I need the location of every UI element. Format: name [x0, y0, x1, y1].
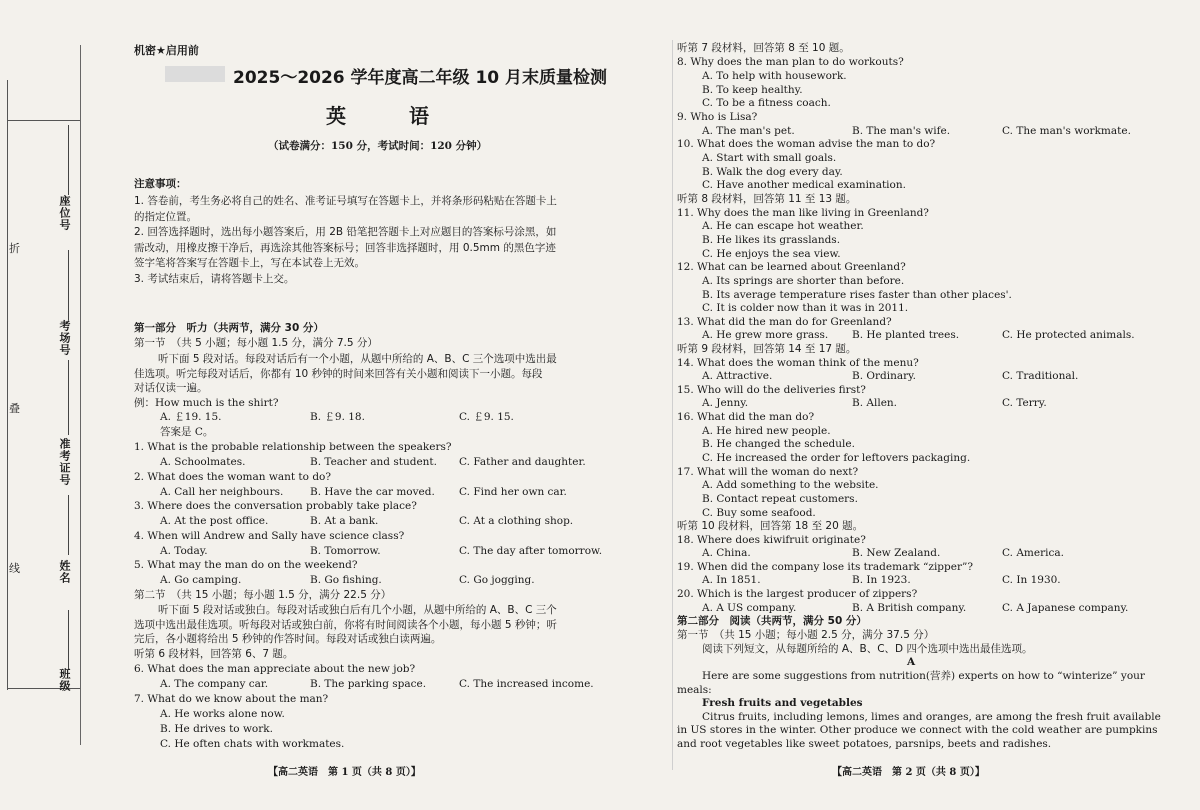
question-11: 11. Why does the man like living in Greenland? — [677, 207, 929, 219]
passage-label: A — [907, 656, 916, 668]
option: C. At a clothing shop. — [459, 515, 574, 527]
material-8: 听第 8 段材料，回答第 11 至 13 题。 — [677, 193, 857, 205]
option: C. Buy some seafood. — [702, 507, 816, 519]
exam-room-line — [68, 250, 69, 320]
question-18: 18. Where does kiwifruit originate? — [677, 534, 866, 546]
question-16: 16. What did the man do? — [677, 411, 815, 423]
option: B. To keep healthy. — [702, 84, 803, 96]
page-footer-1: 【高二英语 第 1 页（共 8 页）】 — [268, 767, 421, 778]
option: A. Go camping. — [160, 574, 242, 586]
page-divider — [672, 40, 673, 770]
question-17: 17. What will the woman do next? — [677, 466, 859, 478]
option: B. In 1923. — [852, 574, 911, 586]
option: B. He changed the schedule. — [702, 438, 855, 450]
notice-line: 签字笔将答案写在答题卡上，写在本试卷上无效。 — [134, 257, 365, 269]
option: C. He enjoys the sea view. — [702, 248, 841, 260]
material-6: 听第 6 段材料，回答第 6、7 题。 — [134, 648, 294, 660]
option: A. Start with small goals. — [702, 152, 837, 164]
option: B. Allen. — [852, 397, 898, 409]
seat-label: 座位号 — [58, 195, 71, 231]
name-label: 姓名 — [58, 560, 71, 584]
fold-mark-3: 线 — [9, 562, 20, 575]
instruction-line: 听下面 5 段对话或独白。每段对话或独白后有几个小题，从题中所给的 A、B、C 三个 — [158, 604, 557, 616]
class-label: 班级 — [58, 668, 71, 692]
question-4: 4. When will Andrew and Sally have science class? — [134, 530, 405, 542]
passage-line: and root vegetables like sweet potatoes, parsnips, beets and radishes. — [677, 738, 1052, 750]
option: B. The man's wife. — [852, 125, 951, 137]
material-7: 听第 7 段材料，回答第 8 至 10 题。 — [677, 42, 850, 54]
option: A. Schoolmates. — [160, 456, 246, 468]
option: A. To help with housework. — [702, 70, 847, 82]
option: A. At the post office. — [160, 515, 269, 527]
section1-heading: 第一节 （共 5 小题；每小题 1.5 分，满分 7.5 分） — [134, 337, 378, 349]
option: A. He grew more grass. — [702, 329, 829, 341]
option: B. Its average temperature rises faster than other places'. — [702, 289, 1012, 301]
confidential-mark: 机密★启用前 — [134, 44, 199, 57]
option: C. ￡9. 15. — [459, 411, 514, 423]
option: C. The increased income. — [459, 678, 594, 690]
option: B. Ordinary. — [852, 370, 917, 382]
option: B. Have the car moved. — [310, 486, 435, 498]
ticket-label: 准考证号 — [58, 438, 71, 486]
option: C. America. — [1002, 547, 1064, 559]
option: C. Traditional. — [1002, 370, 1079, 382]
seat-line — [68, 125, 69, 195]
example-answer: 答案是 C。 — [160, 426, 214, 438]
question-20: 20. Which is the largest producer of zippers? — [677, 588, 918, 600]
section2-heading: 第二节 （共 15 小题；每小题 1.5 分，满分 22.5 分） — [134, 589, 392, 601]
notice-line: 1. 答卷前，考生务必将自己的姓名、准考证号填写在答题卡上，并将条形码粘贴在答题卡上 — [134, 195, 557, 207]
question-2: 2. What does the woman want to do? — [134, 471, 331, 483]
material-10: 听第 10 段材料，回答第 18 至 20 题。 — [677, 520, 864, 532]
passage-line: in US stores in the winter. Other produce we connect with the cold weather are pumpkins — [677, 724, 1158, 736]
notice-list — [134, 194, 557, 287]
section2-instructions — [134, 603, 557, 647]
question-6: 6. What does the man appreciate about the new job? — [134, 663, 416, 675]
notice-heading: 注意事项： — [134, 178, 187, 190]
option: C. The day after tomorrow. — [459, 545, 603, 557]
option: C. The man's workmate. — [1002, 125, 1131, 137]
option: C. It is colder now than it was in 2011. — [702, 302, 909, 314]
binding-margin-inner-line — [80, 45, 81, 745]
option: B. A British company. — [852, 602, 967, 614]
redacted-block — [165, 66, 225, 82]
option: A. In 1851. — [702, 574, 761, 586]
section1-instructions — [134, 352, 557, 396]
exam-title: 2025～2026 学年度高二年级 10 月末质量检测 — [233, 68, 608, 88]
option: A. China. — [702, 547, 751, 559]
question-1: 1. What is the probable relationship between the speakers? — [134, 441, 452, 453]
subject-title: 英 语 — [326, 104, 457, 128]
passage-subheading: Fresh fruits and vegetables — [702, 697, 863, 709]
option: B. Tomorrow. — [310, 545, 381, 557]
option: B. He likes its grasslands. — [702, 234, 841, 246]
question-5: 5. What may the man do on the weekend? — [134, 559, 358, 571]
option: B. Teacher and student. — [310, 456, 437, 468]
fold-mark-2: 叠 — [9, 402, 20, 415]
option: B. At a bank. — [310, 515, 379, 527]
option: B. New Zealand. — [852, 547, 941, 559]
notice-line: 2. 回答选择题时，选出每小题答案后，用 2B 铅笔把答题卡上对应题目的答案标号涂黑，如 — [134, 226, 557, 238]
instruction-line: 选项中选出最佳选项。听每段对话或独白前，你将有时间阅读各个小题，每小题 5 秒钟；听 — [134, 618, 557, 631]
ticket-line — [68, 360, 69, 435]
option: A. The man's pet. — [702, 125, 795, 137]
option: C. He protected animals. — [1002, 329, 1135, 341]
part2-section1-heading: 第一节 （共 15 小题；每小题 2.5 分，满分 37.5 分） — [677, 629, 935, 641]
option: A. The company car. — [160, 678, 269, 690]
option: C. Terry. — [1002, 397, 1047, 409]
notice-line: 的指定位置。 — [134, 210, 197, 223]
margin-top-line — [7, 120, 80, 121]
option: B. The parking space. — [310, 678, 427, 690]
page-footer-2: 【高二英语 第 2 页（共 8 页）】 — [832, 767, 985, 778]
option: A. Today. — [160, 545, 208, 557]
class-line — [68, 610, 69, 670]
question-19: 19. When did the company lose its trademark “zipper”? — [677, 561, 973, 573]
option: B. ￡9. 18. — [310, 411, 365, 423]
passage-line: Here are some suggestions from nutrition(营养) experts on how to “winterize” your — [702, 670, 1145, 682]
part2-instructions: 阅读下列短文，从每题所给的 A、B、C、D 四个选项中选出最佳选项。 — [702, 643, 1033, 655]
part2-heading: 第二部分 阅读（共两节，满分 50 分） — [677, 615, 867, 627]
material-9: 听第 9 段材料，回答第 14 至 17 题。 — [677, 343, 857, 355]
question-15: 15. Who will do the deliveries first? — [677, 384, 866, 396]
fold-mark-1: 折 — [9, 242, 20, 255]
option: C. He often chats with workmates. — [160, 738, 345, 750]
option: B. He planted trees. — [852, 329, 960, 341]
question-3: 3. Where does the conversation probably take place? — [134, 500, 417, 512]
question-7: 7. What do we know about the man? — [134, 693, 329, 705]
question-9: 9. Who is Lisa? — [677, 111, 758, 123]
binding-margin-line — [7, 80, 8, 690]
option: A. Call her neighbours. — [160, 486, 284, 498]
option: C. Find her own car. — [459, 486, 567, 498]
instruction-line: 听下面 5 段对话。每段对话后有一个小题，从题中所给的 A、B、C 三个选项中选出最 — [158, 353, 557, 365]
option: B. Contact repeat customers. — [702, 493, 858, 505]
notice-line: 3. 考试结束后，请将答题卡上交。 — [134, 272, 295, 285]
option: A. Its springs are shorter than before. — [702, 275, 905, 287]
option: B. Go fishing. — [310, 574, 382, 586]
option: A. A US company. — [702, 602, 797, 614]
option: A. He can escape hot weather. — [702, 220, 864, 232]
question-12: 12. What can be learned about Greenland? — [677, 261, 906, 273]
option: A. ￡19. 15. — [160, 411, 222, 423]
option: A. Add something to the website. — [702, 479, 879, 491]
option: A. He hired new people. — [702, 425, 831, 437]
option: A. Attractive. — [702, 370, 773, 382]
option: A. Jenny. — [702, 397, 749, 409]
question-8: 8. Why does the man plan to do workouts? — [677, 56, 904, 68]
option: B. Walk the dog every day. — [702, 166, 843, 178]
name-line — [68, 495, 69, 555]
option: B. He drives to work. — [160, 723, 273, 735]
exam-room-label: 考场号 — [58, 320, 71, 356]
question-10: 10. What does the woman advise the man to do? — [677, 138, 936, 150]
question-14: 14. What does the woman think of the menu? — [677, 357, 919, 369]
option: C. In 1930. — [1002, 574, 1061, 586]
question-13: 13. What did the man do for Greenland? — [677, 316, 892, 328]
option: C. Go jogging. — [459, 574, 535, 586]
option: C. He increased the order for leftovers packaging. — [702, 452, 971, 464]
option: C. Have another medical examination. — [702, 179, 906, 191]
part1-heading: 第一部分 听力（共两节，满分 30 分） — [134, 322, 324, 334]
passage-line: meals: — [677, 684, 712, 696]
exam-info: （试卷满分：150 分，考试时间：120 分钟） — [268, 140, 488, 152]
option: C. To be a fitness coach. — [702, 97, 831, 109]
option: A. He works alone now. — [160, 708, 285, 720]
notice-line: 需改动，用橡皮擦干净后，再选涂其他答案标号；回答非选择题时，用 0.5mm 的黑色字迹 — [134, 241, 556, 254]
option: C. Father and daughter. — [459, 456, 586, 468]
instruction-line: 佳选项。听完每段对话后，你都有 10 秒钟的时间来回答有关小题和阅读下一小题。每段 — [134, 367, 543, 380]
instruction-line: 完后，各小题将给出 5 秒钟的作答时间。每段对话或独白读两遍。 — [134, 633, 442, 645]
option: C. A Japanese company. — [1002, 602, 1129, 614]
instruction-line: 对话仅读一遍。 — [134, 382, 208, 394]
passage-line: Citrus fruits, including lemons, limes and oranges, are among the fresh fruit available — [702, 711, 1161, 723]
example-question: 例：How much is the shirt? — [134, 397, 279, 409]
